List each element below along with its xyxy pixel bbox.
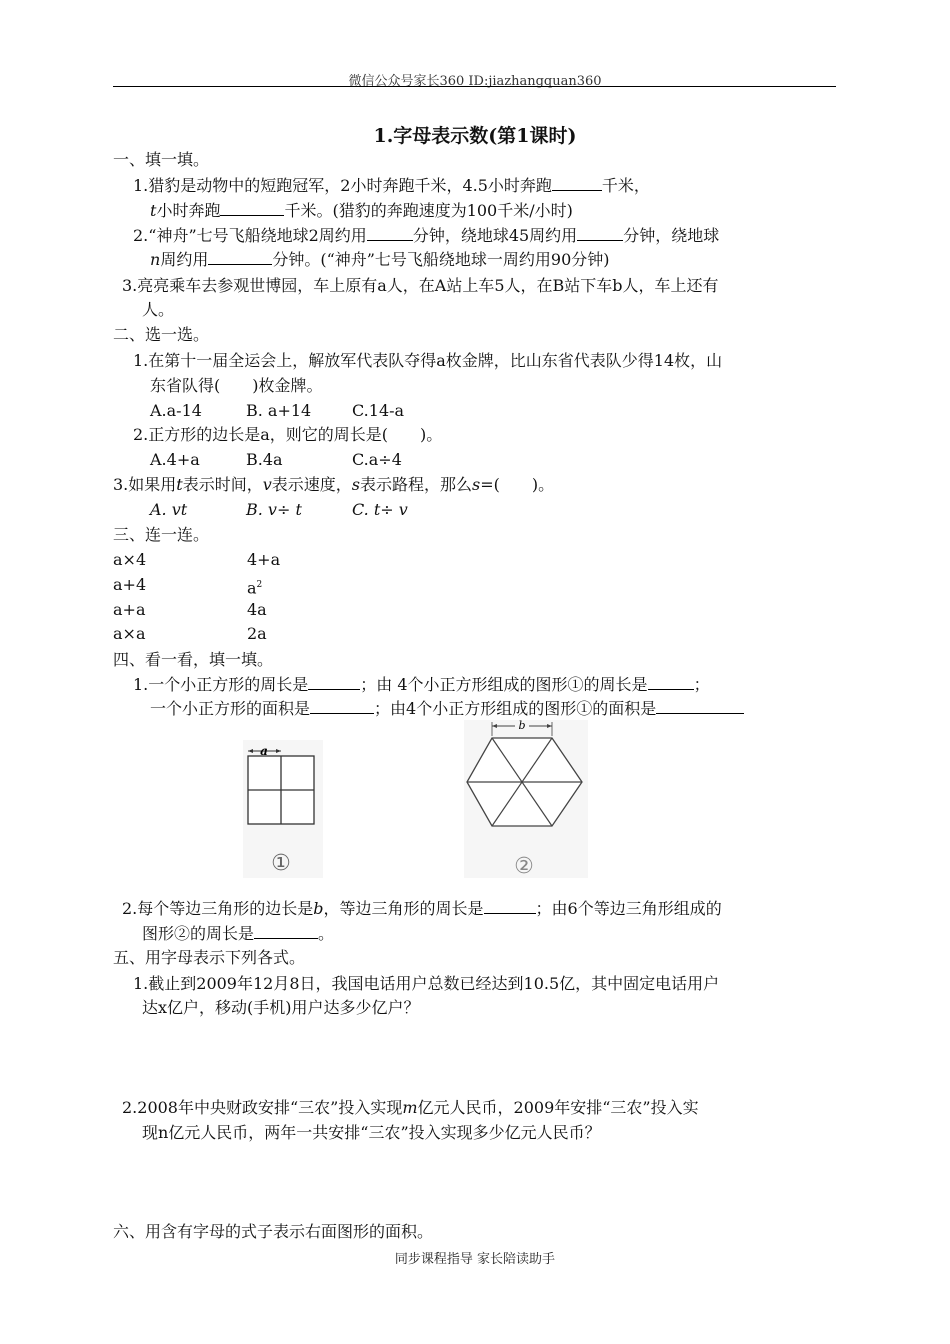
page-title: 1.字母表示数(第1课时) bbox=[373, 125, 577, 147]
figure-1-caption: ① bbox=[271, 851, 291, 876]
s5-q2-line1 bbox=[122, 1096, 699, 1120]
s4-q2-blank-2[interactable] bbox=[254, 922, 318, 939]
s1-q1-blank-2[interactable] bbox=[220, 199, 284, 216]
s1-q2-blank-2[interactable] bbox=[577, 224, 623, 241]
s3-right-4: 2a bbox=[247, 624, 267, 643]
s4-q2-text: 2.每个等边三角形的边长是 bbox=[122, 899, 314, 918]
s4-q1-blank-1[interactable] bbox=[308, 673, 360, 690]
s5-q2-text: 2.2008年中央财政安排“三农”投入实现 bbox=[122, 1098, 403, 1117]
s4-q1-blank-3[interactable] bbox=[310, 697, 374, 714]
s1-q2-blank-3[interactable] bbox=[208, 248, 272, 265]
s2-q3-mid2: 表示速度， bbox=[271, 475, 352, 494]
s2-q1-option-a: A.a-14 bbox=[150, 401, 202, 420]
s4-q1-text: 1.一个小正方形的周长是 bbox=[133, 675, 309, 694]
s3-right-3: 4a bbox=[247, 600, 267, 619]
figure-1-squares bbox=[243, 740, 323, 878]
header-rule bbox=[113, 86, 836, 87]
s4-q2-text2-end: 。 bbox=[318, 924, 335, 943]
s1-q2-text2: 周约用 bbox=[160, 250, 209, 269]
var-s: s bbox=[472, 475, 481, 494]
s3-left-3: a+a bbox=[113, 600, 146, 619]
s1-q2-line2 bbox=[150, 248, 610, 272]
page-header: 微信公众号家长360 ID:jiazhangquan360 bbox=[348, 74, 602, 89]
s4-q1-text-mid: ；由 4个小正方形组成的图形①的周长是 bbox=[360, 675, 648, 694]
s1-q3-line1: 3.亮亮乘车去参观世博园，车上原有a人，在A站上车5人，在B站下车b人，车上还有 bbox=[122, 276, 719, 295]
s2-q3-mid3: 表示路程，那么 bbox=[360, 475, 473, 494]
s1-q3-line2: 人。 bbox=[142, 300, 175, 319]
s2-q1-line2: 东省队得( )枚金牌。 bbox=[150, 376, 323, 395]
s3-right-1: 4+a bbox=[247, 550, 281, 569]
s1-q1-line1 bbox=[133, 174, 650, 198]
s2-q3-pre: 3.如果用 bbox=[113, 475, 177, 494]
var-m: m bbox=[402, 1098, 418, 1117]
section-5-heading: 五、用字母表示下列各式。 bbox=[113, 948, 306, 967]
s1-q1-text-end: 千米， bbox=[601, 176, 650, 195]
s1-q1-blank-1[interactable] bbox=[552, 174, 602, 191]
s2-q2: 2.正方形的边长是a，则它的周长是( )。 bbox=[133, 425, 443, 444]
s4-q2-line1 bbox=[122, 897, 722, 921]
s2-q2-option-a: A.4+a bbox=[150, 450, 200, 469]
var-s: s bbox=[351, 475, 361, 494]
s4-q1-text2: 一个小正方形的面积是 bbox=[150, 699, 311, 718]
s3-left-4: a×a bbox=[113, 624, 146, 643]
s5-q2-text-end: 亿元人民币，2009年安排“三农”投入实 bbox=[417, 1098, 699, 1117]
s2-q2-option-b: B.4a bbox=[246, 450, 283, 469]
section-3-heading: 三、连一连。 bbox=[113, 525, 210, 544]
s4-q2-text-mid: ，等边三角形的周长是 bbox=[323, 899, 484, 918]
s1-q2-blank-1[interactable] bbox=[367, 224, 413, 241]
s3-right-2-base: a bbox=[247, 578, 257, 598]
var-t: t bbox=[150, 201, 157, 220]
var-b: b bbox=[313, 899, 324, 918]
section-4-heading: 四、看一看，填一填。 bbox=[113, 650, 274, 669]
s2-q2-option-c: C.a÷4 bbox=[352, 450, 402, 469]
s1-q1-text2-end: 千米。(猎豹的奔跑速度为100千米/小时) bbox=[284, 201, 573, 220]
s2-q1-option-c: C.14-a bbox=[352, 401, 405, 420]
s5-q2-line2: 现n亿元人民币，两年一共安排“三农”投入实现多少亿元人民币？ bbox=[142, 1123, 601, 1142]
var-n: n bbox=[150, 250, 161, 269]
s1-q2-line1 bbox=[133, 224, 719, 248]
var-t: t bbox=[176, 475, 183, 494]
s3-right-2 bbox=[247, 573, 262, 600]
s1-q1-text2: 小时奔跑 bbox=[156, 201, 221, 220]
s2-q3-mid1: 表示时间， bbox=[182, 475, 263, 494]
figure-1-side-label: a bbox=[260, 744, 268, 758]
section-2-heading: 二、选一选。 bbox=[113, 325, 210, 344]
figure-2-caption: ② bbox=[514, 854, 534, 878]
s1-q2-text2-end: 分钟。(“神舟”七号飞船绕地球一周约用90分钟) bbox=[272, 250, 610, 269]
s4-q2-text2: 图形②的周长是 bbox=[142, 924, 255, 943]
s2-q3-option-c: C. t÷ v bbox=[352, 500, 408, 519]
s1-q2-text: 2.“神舟”七号飞船绕地球2周约用 bbox=[133, 226, 367, 245]
s2-q1-option-b: B. a+14 bbox=[246, 401, 312, 420]
figure-2-hexagon bbox=[464, 720, 588, 878]
s5-q1-line1: 1.截止到2009年12月8日，我国电话用户总数已经达到10.5亿，其中固定电话用户 bbox=[133, 974, 720, 993]
s2-q3-end: =( )。 bbox=[480, 475, 555, 494]
s4-q1-line2 bbox=[150, 697, 744, 721]
s3-right-2-exponent: 2 bbox=[256, 580, 263, 590]
s1-q2-text-mid: 分钟，绕地球45周约用 bbox=[412, 226, 578, 245]
s1-q2-text-end: 分钟，绕地球 bbox=[623, 226, 720, 245]
page-footer: 同步课程指导 家长陪读助手 bbox=[394, 1252, 556, 1267]
s4-q2-text-end: ；由6个等边三角形组成的 bbox=[535, 899, 722, 918]
s4-q1-blank-2[interactable] bbox=[648, 673, 694, 690]
s3-left-2: a+4 bbox=[113, 575, 147, 594]
s4-q1-text2-mid: ；由4个小正方形组成的图形①的面积是 bbox=[374, 699, 657, 718]
section-1-heading: 一、填一填。 bbox=[113, 150, 210, 169]
s1-q1-text: 1.猎豹是动物中的短跑冠军，2小时奔跑千米，4.5小时奔跑 bbox=[133, 176, 552, 195]
var-v: v bbox=[262, 475, 272, 494]
s2-q3 bbox=[113, 473, 554, 497]
s2-q1-line1: 1.在第十一届全运会上，解放军代表队夺得a枚金牌，比山东省代表队少得14枚，山 bbox=[133, 351, 723, 370]
section-6-heading: 六、用含有字母的式子表示右面图形的面积。 bbox=[113, 1222, 434, 1241]
s4-q1-text-end: ； bbox=[693, 675, 710, 694]
s5-q1-line2: 达x亿户，移动(手机)用户达多少亿户？ bbox=[142, 998, 420, 1017]
s2-q3-option-a: A. vt bbox=[150, 500, 188, 519]
s2-q3-option-b: B. v÷ t bbox=[246, 500, 302, 519]
s3-left-1: a×4 bbox=[113, 550, 147, 569]
s4-q2-line2 bbox=[142, 922, 334, 946]
s4-q1-line1 bbox=[133, 673, 710, 697]
s4-q2-blank-1[interactable] bbox=[484, 897, 536, 914]
s1-q1-line2 bbox=[150, 199, 573, 223]
s4-q1-blank-4[interactable] bbox=[656, 697, 744, 714]
figure-2-side-label: b bbox=[518, 720, 526, 732]
